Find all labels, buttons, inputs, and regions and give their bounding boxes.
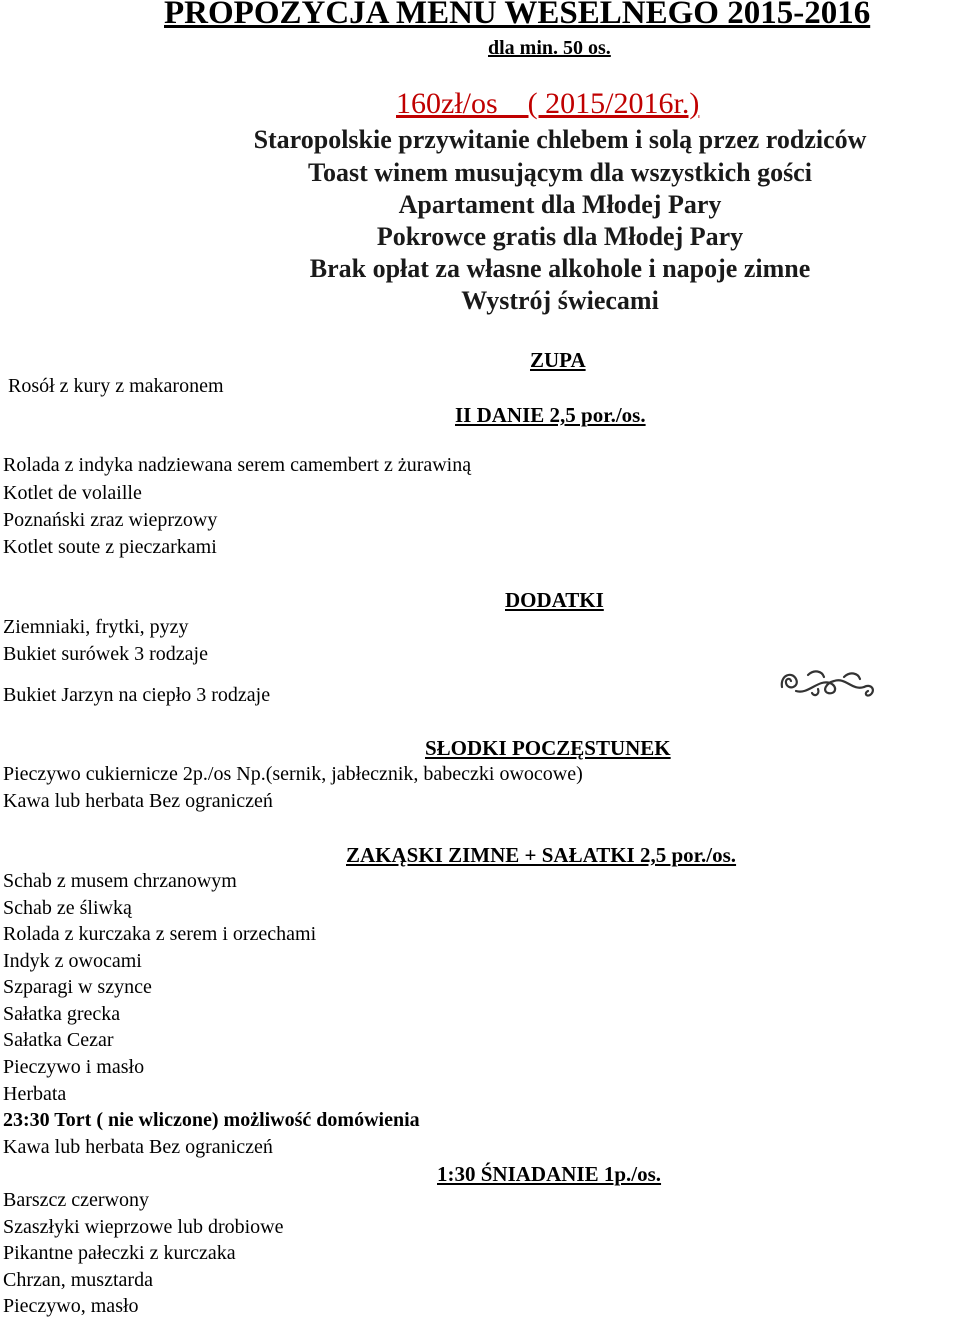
menu-item: Kotlet de volaille xyxy=(3,482,142,504)
menu-item: Pieczywo i masło xyxy=(3,1056,145,1078)
menu-item: Bukiet surówek 3 rodzaje xyxy=(3,643,208,665)
cold-appetizers-heading: ZAKĄSKI ZIMNE + SAŁATKI 2,5 por./os. xyxy=(346,843,737,867)
intro-line: Apartament dla Młodej Pary xyxy=(398,190,722,219)
menu-item: Rolada z kurczaka z serem i orzechami xyxy=(3,923,317,945)
page-title: PROPOZYCJA MENU WESELNEGO 2015-2016 xyxy=(164,0,871,31)
menu-item: Chrzan, musztarda xyxy=(3,1269,153,1291)
breakfast-heading: 1:30 ŚNIADANIE 1p./os. xyxy=(437,1162,662,1186)
intro-line: Toast winem musującym dla wszystkich gości xyxy=(308,158,812,187)
intro-line: Staropolskie przywitanie chlebem i solą przez rodziców xyxy=(253,125,867,154)
intro-line: Wystrój świecami xyxy=(461,286,659,315)
menu-item: Rolada z indyka nadziewana serem camembert z żurawiną xyxy=(3,454,472,476)
menu-item: Poznański zraz wieprzowy xyxy=(3,509,218,531)
menu-item: Kotlet soute z pieczarkami xyxy=(3,536,217,558)
menu-item: Bukiet Jarzyn na ciepło 3 rodzaje xyxy=(3,684,271,706)
menu-item: Pikantne pałeczki z kurczaka xyxy=(3,1242,236,1264)
flourish-ornament-icon xyxy=(778,665,880,699)
intro-line: Pokrowce gratis dla Młodej Pary xyxy=(376,222,744,251)
menu-item: Rosół z kury z makaronem xyxy=(8,375,224,397)
menu-item: Ziemniaki, frytki, pyzy xyxy=(3,616,189,638)
menu-item: Kawa lub herbata Bez ograniczeń xyxy=(3,1136,273,1158)
menu-item: Barszcz czerwony xyxy=(3,1189,150,1211)
menu-item: Pieczywo, masło xyxy=(3,1295,139,1317)
menu-item: Szparagi w szynce xyxy=(3,976,152,998)
menu-item: Indyk z owocami xyxy=(3,950,142,972)
sides-heading: DODATKI xyxy=(505,588,604,612)
sweets-heading: SŁODKI POCZĘSTUNEK xyxy=(425,736,671,760)
menu-item: Pieczywo cukiernicze 2p./os Np.(sernik, jabłecznik, babeczki owocowe) xyxy=(3,763,583,785)
menu-item: Sałatka grecka xyxy=(3,1003,121,1025)
menu-item: Schab z musem chrzanowym xyxy=(3,870,237,892)
main-course-heading: II DANIE 2,5 por./os. xyxy=(455,403,646,427)
price-line: 160zł/os ( 2015/2016r.) xyxy=(396,87,700,120)
menu-item: Sałatka Cezar xyxy=(3,1029,114,1051)
menu-item: Szaszłyki wieprzowe lub drobiowe xyxy=(3,1216,284,1238)
soup-heading: ZUPA xyxy=(530,348,586,372)
intro-line: Brak opłat za własne alkohole i napoje zimne xyxy=(309,254,811,283)
menu-item: Herbata xyxy=(3,1083,67,1105)
page-subtitle: dla min. 50 os. xyxy=(488,37,611,59)
menu-item: Kawa lub herbata Bez ograniczeń xyxy=(3,790,273,812)
cake-note: 23:30 Tort ( nie wliczone) możliwość domówienia xyxy=(3,1109,420,1131)
menu-item: Schab ze śliwką xyxy=(3,897,132,919)
